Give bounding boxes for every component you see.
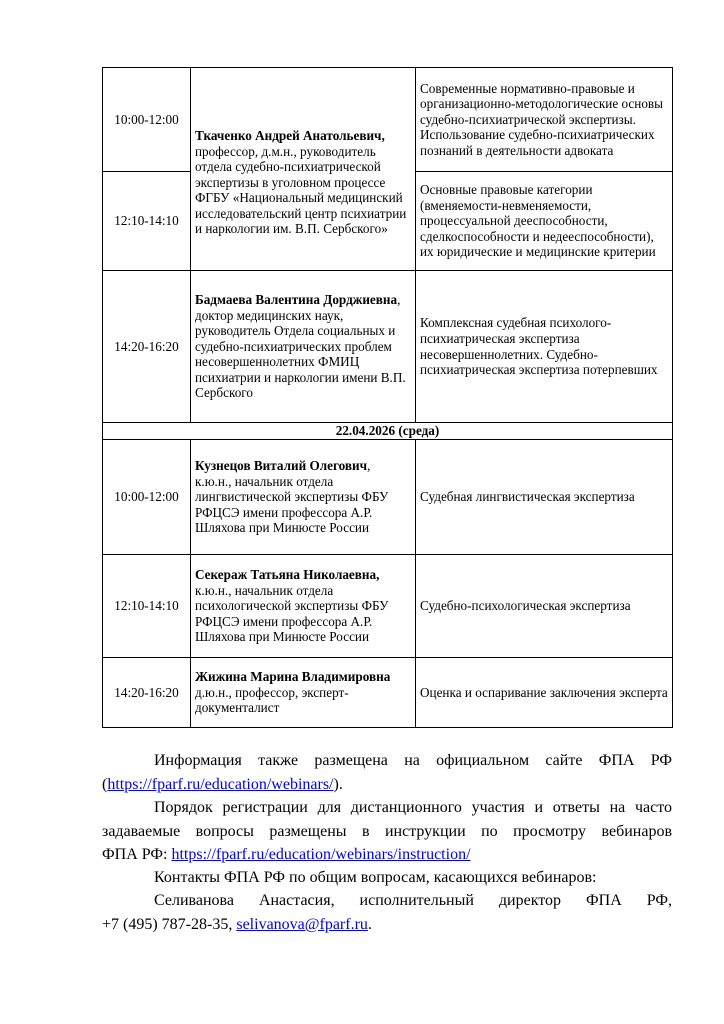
lecturer-cell (191, 68, 416, 271)
info-line (102, 913, 672, 937)
lecturer-name: Ткаченко Андрей Анатольевич, (195, 127, 385, 143)
lecturer-info: д.ю.н., профессор, эксперт-документалист (195, 684, 349, 716)
time-cell: 14:20-16:20 (103, 271, 191, 423)
lecturer-name: Бадмаева Валентина Дорджиевна (195, 291, 398, 307)
time-cell: 14:20-16:20 (103, 658, 191, 728)
lecturer-name-line (195, 292, 400, 307)
phone-text: +7 (495) 787-28-35, (102, 915, 237, 933)
lecturer-cell (191, 271, 416, 423)
topic-cell: Судебная лингвистическая экспертиза (416, 440, 673, 555)
lecturer-cell (191, 555, 416, 658)
info-paragraph-2 (102, 796, 672, 867)
period: . (367, 915, 372, 933)
lecturer-name: Секераж Татьяна Николаевна, (195, 567, 380, 583)
topic-cell: Оценка и оспаривание заключения эксперта (416, 658, 673, 728)
topic-cell: Комплексная судебная психолого-психиатрическая экспертиза несовершеннолетних. Судебно-психиатрическая экспертиза потерпевших (416, 271, 673, 423)
info-line: Порядок регистрации для дистанционного участия и ответы на часто (154, 799, 672, 816)
table-row (103, 658, 673, 728)
lecturer-name-suffix: , (367, 458, 371, 474)
date-header: 22.04.2026 (среда) (103, 423, 673, 440)
lecturer-cell (191, 440, 416, 555)
topic-cell: Судебно-психологическая экспертиза (416, 555, 673, 658)
info-paragraph-1 (102, 749, 672, 796)
info-line (102, 773, 672, 797)
lecturer-name: Жижина Марина Владимировна (195, 669, 391, 685)
info-line: Контакты ФПА РФ по общим вопросам, касающихся вебинаров: (154, 869, 597, 886)
lecturer-name-line (195, 458, 370, 473)
schedule-table (102, 67, 673, 728)
table-row (103, 555, 673, 658)
lecturer-name: Кузнецов Виталий Олегович (195, 458, 368, 474)
table-row (103, 68, 673, 172)
topic-cell: Современные нормативно-правовые и организационно-методологические основы судебно-психиатрической экспертизы. Использование судебно-психиатрических познаний в деятельности адвоката (416, 68, 673, 172)
lecturer-info: доктор медицинских наук, руководитель Отдела социальных и судебно-психиатрических проблем несовершеннолетних ФМИЦ психиатрии и наркологии имени В.П. Сербского (195, 307, 406, 401)
lecturer-info: к.ю.н., начальник отдела психологической экспертизы ФБУ РФЦСЭ имени профессора А.Р. Шляхова при Минюсте России (195, 582, 389, 645)
info-paragraph-3 (102, 866, 672, 890)
time-cell: 10:00-12:00 (103, 68, 191, 172)
paren-open: ( (102, 775, 108, 793)
info-line: Информация также размещена на официальном сайте ФПА РФ (154, 752, 672, 769)
info-line (102, 843, 672, 867)
time-cell: 10:00-12:00 (103, 440, 191, 555)
topic-cell: Основные правовые категории (вменяемости-невменяемости, процессуальной дееспособности, сделкоспособности и недееспособности), их юридические и медицинские критерии (416, 172, 673, 271)
date-row (103, 423, 673, 440)
lecturer-info: к.ю.н., начальник отдела лингвистической экспертизы ФБУ РФЦСЭ имени профессора А.Р. Шляхова при Минюсте России (195, 473, 389, 536)
lecturer-info: профессор, д.м.н., руководитель отдела судебно-психиатрической экспертизы в уголовном процессе ФГБУ «Национальный медицинский исследовательский центр психиатрии и наркологии им. В.П. Сербского» (195, 143, 407, 237)
lecturer-name-suffix: , (397, 291, 401, 307)
table-row (103, 440, 673, 555)
info-line: Селиванова Анастасия, исполнительный директор ФПА РФ, (154, 892, 672, 909)
paren-close: ). (333, 775, 343, 793)
lecturer-cell (191, 658, 416, 728)
info-paragraph-4 (102, 889, 672, 936)
table-row (103, 271, 673, 423)
instruction-link[interactable]: https://fparf.ru/education/webinars/instruction/ (171, 846, 471, 863)
webinars-link[interactable]: https://fparf.ru/education/webinars/ (107, 775, 334, 793)
info-prefix: ФПА РФ: (102, 846, 172, 863)
email-link[interactable]: selivanova@fparf.ru (236, 915, 368, 933)
info-line: задаваемые вопросы размещены в инструкции по просмотру вебинаров (102, 822, 672, 840)
time-cell: 12:10-14:10 (103, 172, 191, 271)
time-cell: 12:10-14:10 (103, 555, 191, 658)
